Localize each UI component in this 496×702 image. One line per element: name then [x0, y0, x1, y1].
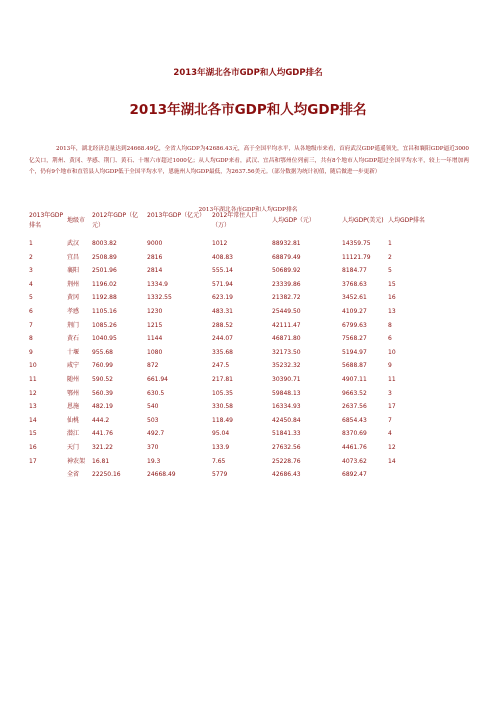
- cell-gdp-2013: 2816: [147, 253, 163, 261]
- table-row: [0, 321, 496, 335]
- document-small-title: 2013年湖北各市GDP和人均GDP排名: [173, 68, 323, 78]
- cell-gdp-2013: 19.3: [147, 457, 161, 465]
- cell-population: 555.14: [212, 267, 233, 275]
- cell-gdp-rank: 6: [29, 308, 33, 315]
- intro-paragraph: 2013年，湖北经济总量达到24668.49亿，全省人均GDP为42686.43元，高于全国平均水平，从各地级市来看，首府武汉GDP遥遥领先，宜昌和襄阳GDP逼近3000亿关口，荆州、黄冈、孝感、荆门、黄石、十堰六市超过1000亿；从人均GDP来看，武汉、宜昌和鄂州位列前三，共有8个地市人均GDP超过全国平均水平，较上一年增加两个，仍有9个地市和直管县人均GDP低于全国平均水平，恩施州人均GDP最低，为2637.56美元。（部分数据为统计初值，随后做进一步更新）: [29, 146, 469, 176]
- cell-population: 105.35: [212, 389, 233, 397]
- cell-per-capita-rank: 8: [388, 321, 392, 329]
- table-row: [0, 443, 496, 457]
- table-row: [0, 361, 496, 375]
- cell-gdp-rank: 3: [29, 267, 33, 275]
- cell-per-capita-usd: 4907.11: [342, 376, 367, 383]
- cell-gdp-rank: 12: [29, 389, 37, 397]
- cell-gdp-2012: 444.2: [92, 416, 110, 424]
- table-row: [0, 402, 496, 416]
- cell-per-capita-rank: 10: [388, 348, 396, 356]
- cell-gdp-rank: 8: [29, 335, 33, 343]
- cell-gdp-2012: 590.52: [92, 376, 113, 383]
- cell-per-capita-yuan: 46871.80: [272, 335, 301, 343]
- cell-per-capita-usd: 4109.27: [342, 308, 367, 315]
- cell-city: 荆州: [67, 280, 80, 288]
- cell-per-capita-usd: 3768.63: [342, 280, 367, 288]
- cell-population: 483.31: [212, 308, 233, 315]
- cell-population: 118.49: [212, 416, 233, 424]
- cell-gdp-2013: 1080: [147, 348, 163, 356]
- cell-gdp-2013: 9000: [147, 240, 163, 247]
- cell-city: 鄂州: [67, 389, 80, 397]
- cell-gdp-rank: 10: [29, 362, 37, 370]
- cell-per-capita-yuan: 42450.84: [272, 416, 301, 424]
- cell-gdp-rank: 5: [29, 294, 33, 302]
- cell-city: 神农架: [67, 457, 86, 465]
- cell-city: 荆门: [67, 321, 80, 329]
- table-row: [0, 307, 496, 321]
- cell-per-capita-rank: 6: [388, 335, 392, 343]
- cell-gdp-2012: 8003.82: [92, 240, 117, 247]
- cell-per-capita-usd: 6854.43: [342, 416, 367, 424]
- cell-gdp-2012: 955.68: [92, 348, 113, 356]
- cell-per-capita-usd: 2637.56: [342, 403, 367, 411]
- cell-per-capita-yuan: 59848.13: [272, 389, 301, 397]
- cell-per-capita-rank: 12: [388, 444, 396, 451]
- table-row: [0, 470, 496, 484]
- cell-gdp-2012: 1196.02: [92, 280, 117, 288]
- cell-per-capita-yuan: 30390.71: [272, 376, 301, 383]
- cell-per-capita-yuan: 68879.49: [272, 253, 301, 261]
- cell-gdp-rank: 16: [29, 444, 37, 451]
- cell-per-capita-yuan: 51841.33: [272, 430, 301, 438]
- cell-per-capita-rank: 11: [388, 376, 396, 383]
- cell-gdp-2012: 441.76: [92, 430, 113, 438]
- cell-per-capita-usd: 4073.62: [342, 457, 367, 465]
- cell-city: 随州: [67, 376, 80, 383]
- cell-city: 全省: [67, 471, 80, 479]
- cell-gdp-rank: 7: [29, 321, 33, 329]
- cell-city: 天门: [67, 444, 80, 451]
- cell-per-capita-yuan: 42111.47: [272, 321, 301, 329]
- cell-city: 咸宁: [67, 362, 80, 370]
- cell-per-capita-yuan: 42686.43: [272, 471, 301, 479]
- cell-population: 571.94: [212, 280, 233, 288]
- cell-gdp-2012: 1085.26: [92, 321, 117, 329]
- cell-per-capita-usd: 5194.97: [342, 348, 367, 356]
- cell-gdp-2012: 482.19: [92, 403, 113, 411]
- cell-gdp-2013: 2814: [147, 267, 163, 275]
- table-row: [0, 416, 496, 430]
- table-row: [0, 348, 496, 362]
- cell-city: 仙桃: [67, 416, 80, 424]
- cell-gdp-2012: 1040.95: [92, 335, 117, 343]
- cell-per-capita-rank: 13: [388, 308, 396, 315]
- cell-gdp-2013: 630.5: [147, 389, 165, 397]
- cell-city: 宜昌: [67, 253, 80, 261]
- cell-gdp-rank: 15: [29, 430, 37, 438]
- header-city: 地级市: [67, 217, 86, 224]
- cell-per-capita-rank: 9: [388, 362, 392, 370]
- table-row: [0, 239, 496, 253]
- cell-population: 623.19: [212, 294, 233, 302]
- cell-per-capita-yuan: 88932.81: [272, 240, 301, 247]
- cell-per-capita-rank: 16: [388, 294, 396, 302]
- cell-per-capita-usd: 14359.75: [342, 240, 371, 247]
- document-title: 2013年湖北各市GDP和人均GDP排名: [129, 102, 367, 118]
- cell-per-capita-rank: 4: [388, 430, 392, 438]
- cell-population: 335.68: [212, 348, 233, 356]
- cell-per-capita-usd: 8370.69: [342, 430, 367, 438]
- cell-per-capita-usd: 6892.47: [342, 471, 367, 479]
- cell-gdp-2013: 492.7: [147, 430, 165, 438]
- table-row: [0, 253, 496, 267]
- cell-gdp-2013: 661.94: [147, 376, 168, 383]
- table-row: [0, 280, 496, 294]
- cell-gdp-2012: 760.99: [92, 362, 113, 370]
- cell-per-capita-rank: 15: [388, 280, 396, 288]
- cell-per-capita-rank: 7: [388, 416, 392, 424]
- cell-gdp-2013: 1215: [147, 321, 163, 329]
- cell-per-capita-yuan: 25228.76: [272, 457, 301, 465]
- cell-per-capita-yuan: 25449.50: [272, 308, 301, 315]
- table-row: [0, 334, 496, 348]
- cell-gdp-2012: 1105.16: [92, 308, 117, 315]
- cell-per-capita-yuan: 23339.86: [272, 280, 301, 288]
- cell-per-capita-usd: 9663.52: [342, 389, 367, 397]
- cell-gdp-2013: 540: [147, 403, 159, 411]
- cell-per-capita-rank: 1: [388, 240, 392, 247]
- table-row: [0, 293, 496, 307]
- cell-per-capita-rank: 14: [388, 457, 396, 465]
- table-row: [0, 429, 496, 443]
- table-row: [0, 266, 496, 280]
- cell-city: 十堰: [67, 348, 80, 356]
- cell-per-capita-usd: 11121.79: [342, 253, 371, 261]
- cell-population: 217.81: [212, 376, 233, 383]
- cell-gdp-2012: 22250.16: [92, 471, 121, 479]
- cell-gdp-2012: 321.22: [92, 444, 113, 451]
- cell-per-capita-usd: 4461.76: [342, 444, 367, 451]
- cell-per-capita-usd: 6799.63: [342, 321, 367, 329]
- cell-population: 7.65: [212, 457, 226, 465]
- cell-population: 1012: [212, 240, 228, 247]
- cell-per-capita-rank: 5: [388, 267, 392, 275]
- cell-per-capita-yuan: 32173.50: [272, 348, 301, 356]
- cell-gdp-2013: 1334.9: [147, 280, 168, 288]
- cell-gdp-rank: 4: [29, 280, 33, 288]
- cell-per-capita-usd: 5688.87: [342, 362, 367, 370]
- table-row: [0, 389, 496, 403]
- cell-gdp-2012: 2508.89: [92, 253, 117, 261]
- header-per-capita-rank: 人均GDP排名: [388, 217, 425, 224]
- cell-gdp-rank: 14: [29, 416, 37, 424]
- cell-city: 襄阳: [67, 267, 80, 275]
- cell-gdp-2012: 16.81: [92, 457, 110, 465]
- cell-gdp-2013: 1230: [147, 308, 163, 315]
- cell-gdp-rank: 2: [29, 253, 33, 261]
- header-population-2012: 2012年常住人口（万）: [212, 212, 258, 229]
- cell-city: 孝感: [67, 308, 80, 315]
- cell-population: 244.07: [212, 335, 233, 343]
- header-gdp-2013: 2013年GDP（亿元）: [147, 212, 206, 219]
- cell-city: 武汉: [67, 240, 80, 247]
- cell-gdp-2013: 1332.55: [147, 294, 172, 302]
- header-gdp-rank: 2013年GDP排名: [29, 212, 64, 229]
- cell-gdp-2013: 503: [147, 416, 159, 424]
- cell-population: 330.58: [212, 403, 233, 411]
- header-per-capita-yuan: 人均GDP（元）: [272, 217, 315, 224]
- table-row: [0, 375, 496, 389]
- cell-city: 恩施: [67, 403, 80, 411]
- table-header-row: [0, 211, 496, 237]
- cell-per-capita-usd: 3452.61: [342, 294, 367, 302]
- cell-gdp-2012: 2501.96: [92, 267, 117, 275]
- cell-per-capita-yuan: 27632.56: [272, 444, 301, 451]
- cell-city: 黄冈: [67, 294, 80, 302]
- cell-gdp-2013: 24668.49: [147, 471, 176, 479]
- cell-per-capita-yuan: 21382.72: [272, 294, 301, 302]
- cell-population: 95.04: [212, 430, 230, 438]
- cell-city: 黄石: [67, 335, 80, 343]
- cell-per-capita-rank: 2: [388, 253, 392, 261]
- cell-per-capita-yuan: 16334.93: [272, 403, 301, 411]
- cell-population: 133.9: [212, 444, 230, 451]
- cell-gdp-2012: 560.39: [92, 389, 113, 397]
- table-caption: 2013年湖北各市GDP和人均GDP排名: [198, 207, 298, 213]
- cell-gdp-2013: 1144: [147, 335, 163, 343]
- header-per-capita-usd: 人均GDP(美元): [342, 217, 384, 224]
- cell-gdp-2013: 872: [147, 362, 159, 370]
- cell-gdp-rank: 9: [29, 348, 33, 356]
- cell-per-capita-usd: 7568.27: [342, 335, 367, 343]
- table-row: [0, 457, 496, 471]
- cell-per-capita-rank: 17: [388, 403, 396, 411]
- cell-per-capita-rank: 3: [388, 389, 392, 397]
- cell-population: 408.83: [212, 253, 233, 261]
- cell-per-capita-yuan: 35232.32: [272, 362, 301, 370]
- cell-gdp-rank: 11: [29, 376, 37, 383]
- cell-population: 288.52: [212, 321, 233, 329]
- cell-gdp-rank: 1: [29, 240, 33, 247]
- cell-population: 5779: [212, 471, 228, 479]
- cell-per-capita-yuan: 50689.92: [272, 267, 301, 275]
- cell-per-capita-usd: 8184.77: [342, 267, 367, 275]
- cell-population: 247.5: [212, 362, 230, 370]
- cell-city: 潜江: [67, 430, 80, 438]
- header-gdp-2012: 2012年GDP（亿元）: [92, 212, 139, 229]
- cell-gdp-2012: 1192.88: [92, 294, 117, 302]
- cell-gdp-rank: 13: [29, 403, 37, 411]
- cell-gdp-rank: 17: [29, 457, 37, 465]
- cell-gdp-2013: 370: [147, 444, 159, 451]
